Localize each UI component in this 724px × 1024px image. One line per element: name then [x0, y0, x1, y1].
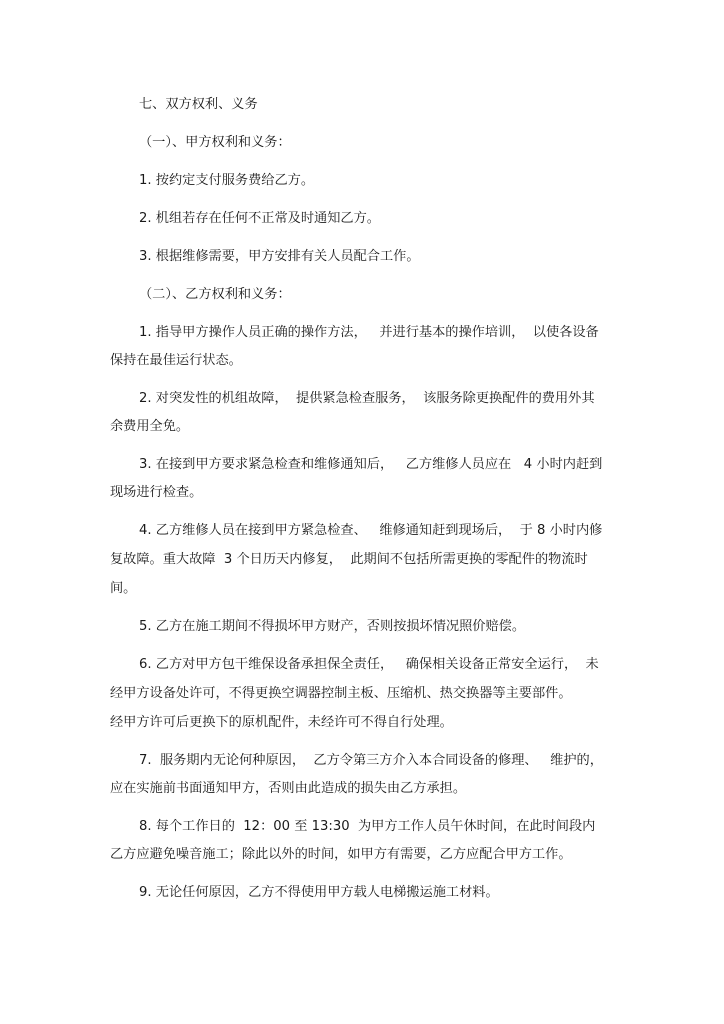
party-b-item-6-line-2: 经甲方设备处许可，不得更换空调器控制主板、压缩机、热交换器等主要部件。 [110, 686, 572, 701]
party-b-item-1-line-1: 1. 指导甲方操作人员正确的操作方法， 并进行基本的操作培训， 以使各设备 [139, 325, 599, 340]
party-b-item-2-line-1: 2. 对突发性的机组故障， 提供紧急检查服务， 该服务除更换配件的费用外其 [139, 391, 595, 406]
party-b-item-8-line-2: 乙方应避免噪音施工；除此以外的时间，如甲方有需要，乙方应配合甲方工作。 [110, 847, 572, 862]
party-b-item-6-line-1: 6. 乙方对甲方包干维保设备承担保全责任， 确保相关设备正常安全运行， 未 [139, 657, 599, 672]
party-b-item-6-line-3: 经甲方许可后更换下的原机配件，未经许可不得自行处理。 [110, 715, 453, 730]
party-b-item-1-line-2: 保持在最佳运行状态。 [110, 353, 242, 368]
party-b-item-4-line-2: 复故障。重大故障 3 个日历天内修复， 此期间不包括所需更换的零配件的物流时 [110, 552, 588, 567]
party-b-item-9: 9. 无论任何原因，乙方不得使用甲方载人电梯搬运施工材料。 [139, 885, 499, 900]
party-b-item-7-line-2: 应在实施前书面通知甲方，否则由此造成的损失由乙方承担。 [110, 781, 467, 796]
party-b-item-5: 5. 乙方在施工期间不得损坏甲方财产，否则按损坏情况照价赔偿。 [139, 619, 526, 634]
party-b-item-3-line-1: 3. 在接到甲方要求紧急检查和维修通知后， 乙方维修人员应在 4 小时内赶到 [139, 457, 603, 472]
party-b-item-4-line-1: 4. 乙方维修人员在接到甲方紧急检查、 维修通知赶到现场后， 于 8 小时内修 [139, 523, 603, 538]
party-b-item-8-line-1: 8. 每个工作日的 12：00 至 13:30 为甲方工作人员午休时间，在此时间段内 [139, 819, 596, 834]
party-b-item-2-line-2: 余费用全免。 [110, 419, 190, 434]
party-a-item-2: 2. 机组若存在任何不正常及时通知乙方。 [139, 211, 380, 226]
party-b-item-3-line-2: 现场进行检查。 [110, 485, 203, 500]
party-b-item-7-line-1: 7. 服务期内无论何种原因， 乙方令第三方介入本合同设备的修理、 维护的， [139, 753, 603, 768]
party-a-heading: （一）、甲方权利和义务： [139, 135, 291, 150]
party-a-item-1: 1. 按约定支付服务费给乙方。 [139, 173, 315, 188]
party-b-item-4-line-3: 间。 [110, 581, 137, 596]
section-title: 七、双方权利、义务 [139, 97, 258, 112]
party-a-item-3: 3. 根据维修需要，甲方安排有关人员配合工作。 [139, 249, 420, 264]
party-b-heading: （二）、乙方权利和义务： [139, 287, 291, 302]
